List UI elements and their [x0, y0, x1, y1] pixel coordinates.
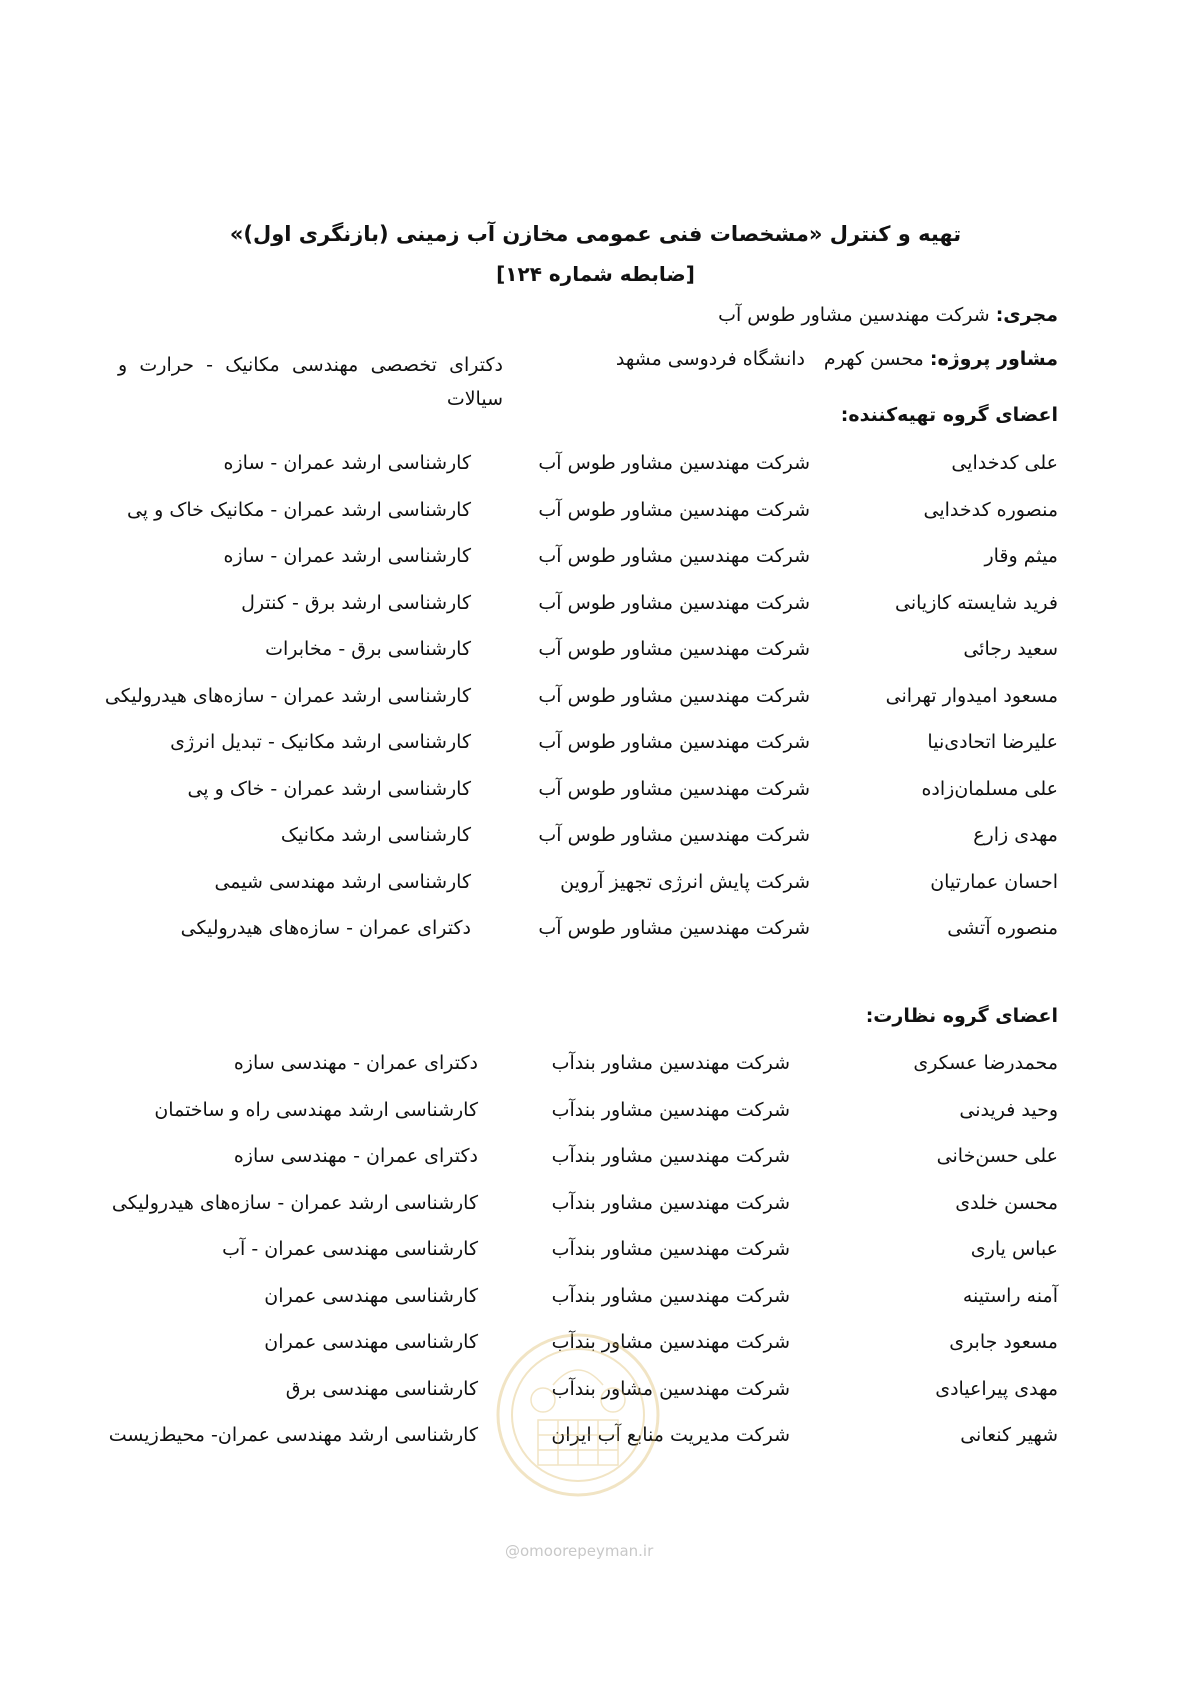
advisor-degree: دکترای تخصصی مهندسی مکانیک - حرارت و سیالات	[118, 354, 503, 410]
member-org: شرکت مهندسین مشاور طوس آب	[538, 777, 810, 800]
member-org: شرکت مهندسین مشاور طوس آب	[538, 731, 810, 753]
member-name: مسعود جابری	[949, 1331, 1058, 1353]
member-org: شرکت مهندسین مشاور طوس آب	[538, 684, 810, 707]
member-org: شرکت مهندسین مشاور طوس آب	[538, 452, 810, 474]
member-org: شرکت مهندسین مشاور طوس آب	[538, 824, 810, 846]
member-degree: کارشناسی مهندسی برق	[285, 1377, 478, 1400]
preparer-row	[98, 871, 1058, 918]
member-degree: دکترای عمران - مهندسی سازه	[233, 1145, 478, 1167]
member-name: میثم وقار	[984, 545, 1058, 567]
member-name: آمنه راستینه	[962, 1284, 1058, 1307]
member-name: وحید فریدنی	[959, 1098, 1058, 1121]
member-degree: کارشناسی ارشد مهندسی راه و ساختمان	[154, 1098, 478, 1121]
supervisor-row	[98, 1285, 1058, 1332]
member-name: محسن خلدی	[955, 1191, 1058, 1214]
preparer-row	[98, 499, 1058, 546]
supervisor-row	[98, 1238, 1058, 1285]
member-name: منصوره آتشی	[947, 917, 1058, 939]
member-degree: کارشناسی مهندسی عمران - آب	[222, 1238, 478, 1260]
member-degree: کارشناسی ارشد مکانیک	[280, 824, 471, 846]
advisor-name: محسن کهرم	[823, 348, 924, 370]
preparers-heading: اعضای گروه تهیه‌کننده:	[840, 404, 1058, 426]
member-org: شرکت مهندسین مشاور بندآب	[551, 1284, 790, 1307]
preparer-row	[98, 685, 1058, 732]
member-org: شرکت مهندسین مشاور طوس آب	[538, 545, 810, 567]
document-subtitle: [ضابطه شماره ۱۲۴]	[496, 262, 695, 286]
advisor-org: دانشگاه فردوسی مشهد	[615, 348, 805, 370]
preparer-row	[98, 545, 1058, 592]
executor-value: شرکت مهندسین مشاور طوس آب	[718, 304, 990, 326]
member-org: شرکت مهندسین مشاور بندآب	[551, 1331, 790, 1353]
member-org: شرکت پایش انرژی تجهیز آروین	[560, 870, 810, 893]
member-name: مهدی پیراعیادی	[935, 1377, 1058, 1400]
member-name: فرید شایسته کازیانی	[895, 591, 1058, 614]
member-name: محمدرضا عسکری	[913, 1052, 1058, 1074]
watermark-seal-icon	[493, 1330, 663, 1500]
member-name: علیرضا اتحادی‌نیا	[927, 731, 1058, 753]
member-name: مهدی زارع	[973, 824, 1058, 846]
advisor-label-name	[824, 348, 1058, 370]
executor-line	[718, 304, 1058, 326]
preparer-row	[98, 638, 1058, 685]
preparers-list	[98, 452, 1058, 964]
member-name: علی مسلمان‌زاده	[921, 777, 1058, 800]
member-org: شرکت مهندسین مشاور طوس آب	[538, 638, 810, 660]
member-name: عباس یاری	[970, 1238, 1058, 1260]
member-degree: کارشناسی ارشد مهندسی عمران- محیط‌زیست	[108, 1424, 478, 1446]
member-org: شرکت مهندسین مشاور طوس آب	[538, 498, 810, 521]
member-degree: کارشناسی ارشد عمران - سازه‌های هیدرولیکی	[111, 1191, 478, 1214]
preparer-row	[98, 917, 1058, 964]
member-degree: دکترای عمران - مهندسی سازه	[233, 1052, 478, 1074]
member-degree: کارشناسی ارشد عمران - مکانیک خاک و پی	[126, 498, 471, 521]
preparer-row	[98, 731, 1058, 778]
supervisor-row	[98, 1099, 1058, 1146]
member-org: شرکت مهندسین مشاور طوس آب	[538, 591, 810, 614]
member-name: شهیر کنعانی	[960, 1424, 1058, 1446]
member-org: شرکت مهندسین مشاور بندآب	[551, 1052, 790, 1074]
preparer-row	[98, 824, 1058, 871]
document-title: تهیه و کنترل «مشخصات فنی عمومی مخازن آب زمینی (بازنگری اول)»	[229, 222, 962, 246]
member-degree: کارشناسی ارشد عمران - سازه‌های هیدرولیکی	[104, 684, 471, 707]
preparer-row	[98, 592, 1058, 639]
member-name: سعید رجائی	[963, 638, 1058, 660]
preparer-row	[98, 778, 1058, 825]
supervisor-row	[98, 1145, 1058, 1192]
member-org: شرکت مهندسین مشاور بندآب	[551, 1238, 790, 1260]
member-org: شرکت مهندسین مشاور بندآب	[551, 1098, 790, 1121]
member-degree: کارشناسی ارشد مهندسی شیمی	[214, 870, 471, 893]
member-degree: کارشناسی برق - مخابرات	[265, 638, 471, 660]
preparer-row	[98, 452, 1058, 499]
member-name: مسعود امیدوار تهرانی	[885, 684, 1058, 707]
watermark-url: @omoorepeyman.ir	[505, 1542, 654, 1560]
member-org: شرکت مهندسین مشاور بندآب	[551, 1145, 790, 1167]
member-org: شرکت مهندسین مشاور طوس آب	[538, 917, 810, 939]
member-name: احسان عمارتیان	[930, 870, 1058, 893]
member-degree: کارشناسی ارشد عمران - سازه	[223, 545, 471, 567]
member-degree: کارشناسی ارشد عمران - سازه	[223, 452, 471, 474]
member-org: شرکت مهندسین مشاور بندآب	[551, 1191, 790, 1214]
member-name: علی کدخدایی	[951, 452, 1058, 474]
member-degree: کارشناسی ارشد مکانیک - تبدیل انرژی	[170, 731, 471, 753]
executor-label: مجری:	[995, 304, 1058, 326]
advisor-label: مشاور پروژه:	[929, 348, 1058, 370]
member-degree: کارشناسی ارشد عمران - خاک و پی	[187, 777, 471, 800]
member-name: منصوره کدخدایی	[923, 498, 1058, 521]
member-degree: کارشناسی مهندسی عمران	[264, 1284, 478, 1307]
supervisor-row	[98, 1192, 1058, 1239]
supervisors-heading: اعضای گروه نظارت:	[865, 1005, 1058, 1027]
member-degree: دکترای عمران - سازه‌های هیدرولیکی	[180, 917, 471, 939]
member-degree: کارشناسی مهندسی عمران	[264, 1331, 478, 1353]
member-org: شرکت مدیریت منابع آب ایران	[551, 1424, 790, 1446]
member-org: شرکت مهندسین مشاور بندآب	[551, 1377, 790, 1400]
member-degree: کارشناسی ارشد برق - کنترل	[241, 591, 471, 614]
member-name: علی حسن‌خانی	[936, 1145, 1058, 1167]
supervisor-row	[98, 1052, 1058, 1099]
